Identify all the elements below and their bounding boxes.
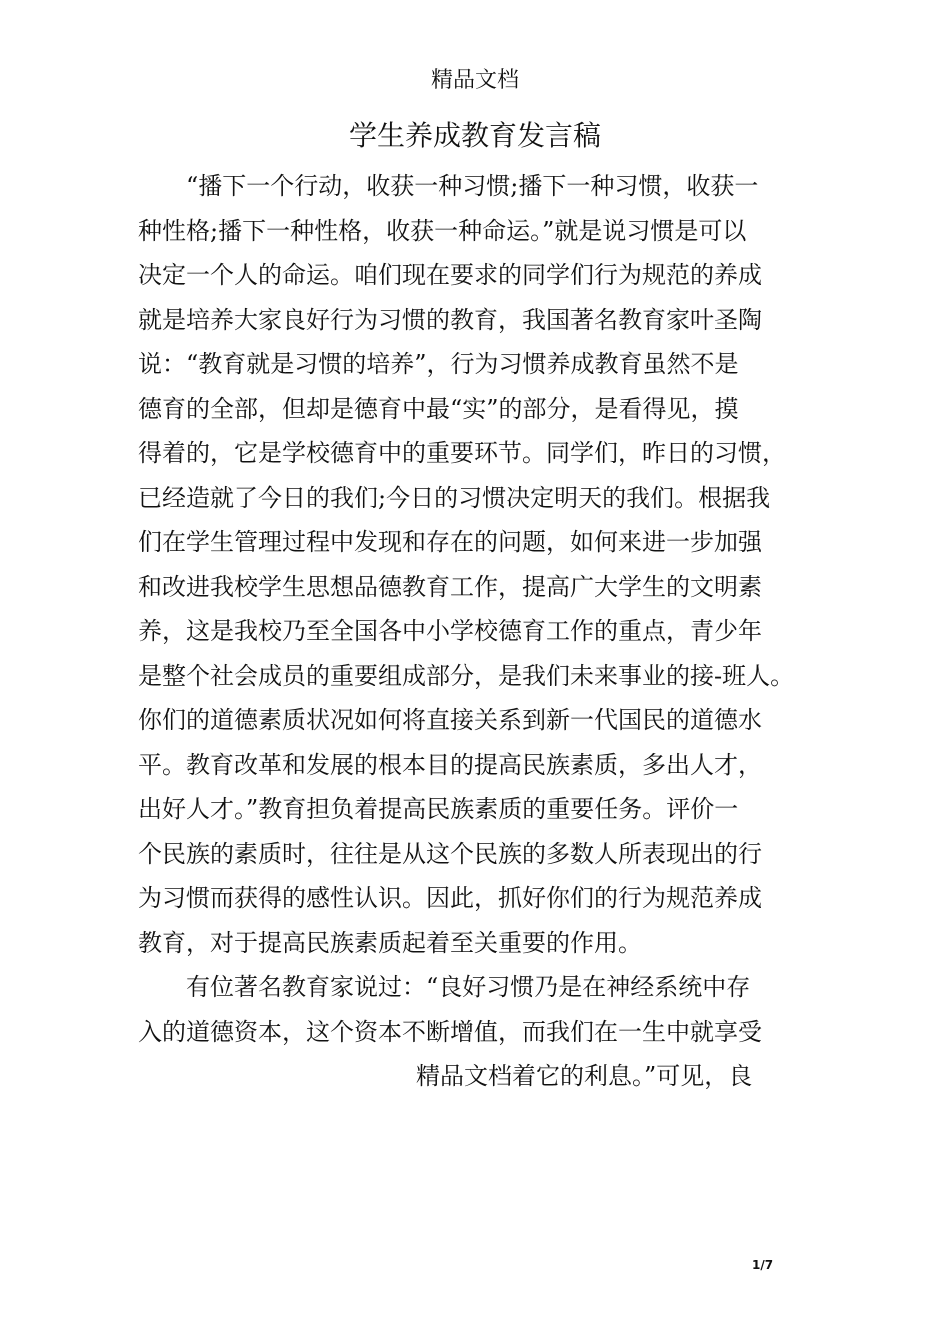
paragraph-line: 养，这是我校乃至全国各中小学校德育工作的重点，青少年 — [138, 617, 762, 645]
paragraph-line: 平。教育改革和发展的根本目的提高民族素质，多出人才， — [138, 750, 762, 779]
paragraph-line: 教育，对于提高民族素质起着至关重要的作用。 — [138, 928, 642, 957]
paragraph-line: 出好人才。”教育担负着提高民族素质的重要任务。评价一 — [138, 795, 739, 823]
document-title: 学生养成教育发言稿 — [348, 119, 601, 152]
page-header: 精品文档 — [430, 68, 519, 93]
paragraph-line: 为习惯而获得的感性认识。因此，抓好你们的行为规范养成 — [138, 884, 762, 912]
paragraph-line: 就是培养大家良好行为习惯的教育，我国著名教育家叶圣陶 — [138, 305, 762, 334]
paragraph-line: 入的道德资本，这个资本不断增值，而我们在一生中就享受 — [138, 1017, 762, 1046]
paragraph-line: 决定一个人的命运。咱们现在要求的同学们行为规范的养成 — [138, 261, 762, 289]
paragraph-line: 有位著名教育家说过：“良好习惯乃是在神经系统中存 — [186, 973, 751, 1001]
page-number: 1/7 — [752, 1258, 774, 1272]
paragraph-line: “播下一个行动，收获一种习惯;播下一种习惯，收获一 — [186, 172, 759, 200]
paragraph-line: 得着的，它是学校德育中的重要环节。同学们，昨日的习惯， — [138, 439, 786, 467]
paragraph-line: 们在学生管理过程中发现和存在的问题，如何来进一步加强 — [138, 528, 762, 556]
paragraph-line: 你们的道德素质状况如何将直接关系到新一代国民的道德水 — [138, 706, 762, 734]
document-body — [138, 164, 838, 1099]
paragraph-line: 德育的全部，但却是德育中最“实”的部分，是看得见，摸 — [138, 394, 739, 423]
paragraph-line: 和改进我校学生思想品德教育工作，提高广大学生的文明素 — [138, 572, 762, 601]
paragraph-line: 是整个社会成员的重要组成部分，是我们未来事业的接-班人。 — [138, 661, 795, 690]
paragraph-line: 种性格;播下一种性格，收获一种命运。”就是说习惯是可以 — [138, 216, 747, 245]
paragraph-line: 已经造就了今日的我们;今日的习惯决定明天的我们。根据我 — [138, 483, 771, 512]
paragraph-line: 说：“教育就是习惯的培养”，行为习惯养成教育虽然不是 — [138, 350, 739, 378]
paragraph-line: 个民族的素质时，往往是从这个民族的多数人所表现出的行 — [138, 839, 762, 868]
paragraph-line: 精品文档着它的利息。”可见，良 — [416, 1062, 753, 1090]
